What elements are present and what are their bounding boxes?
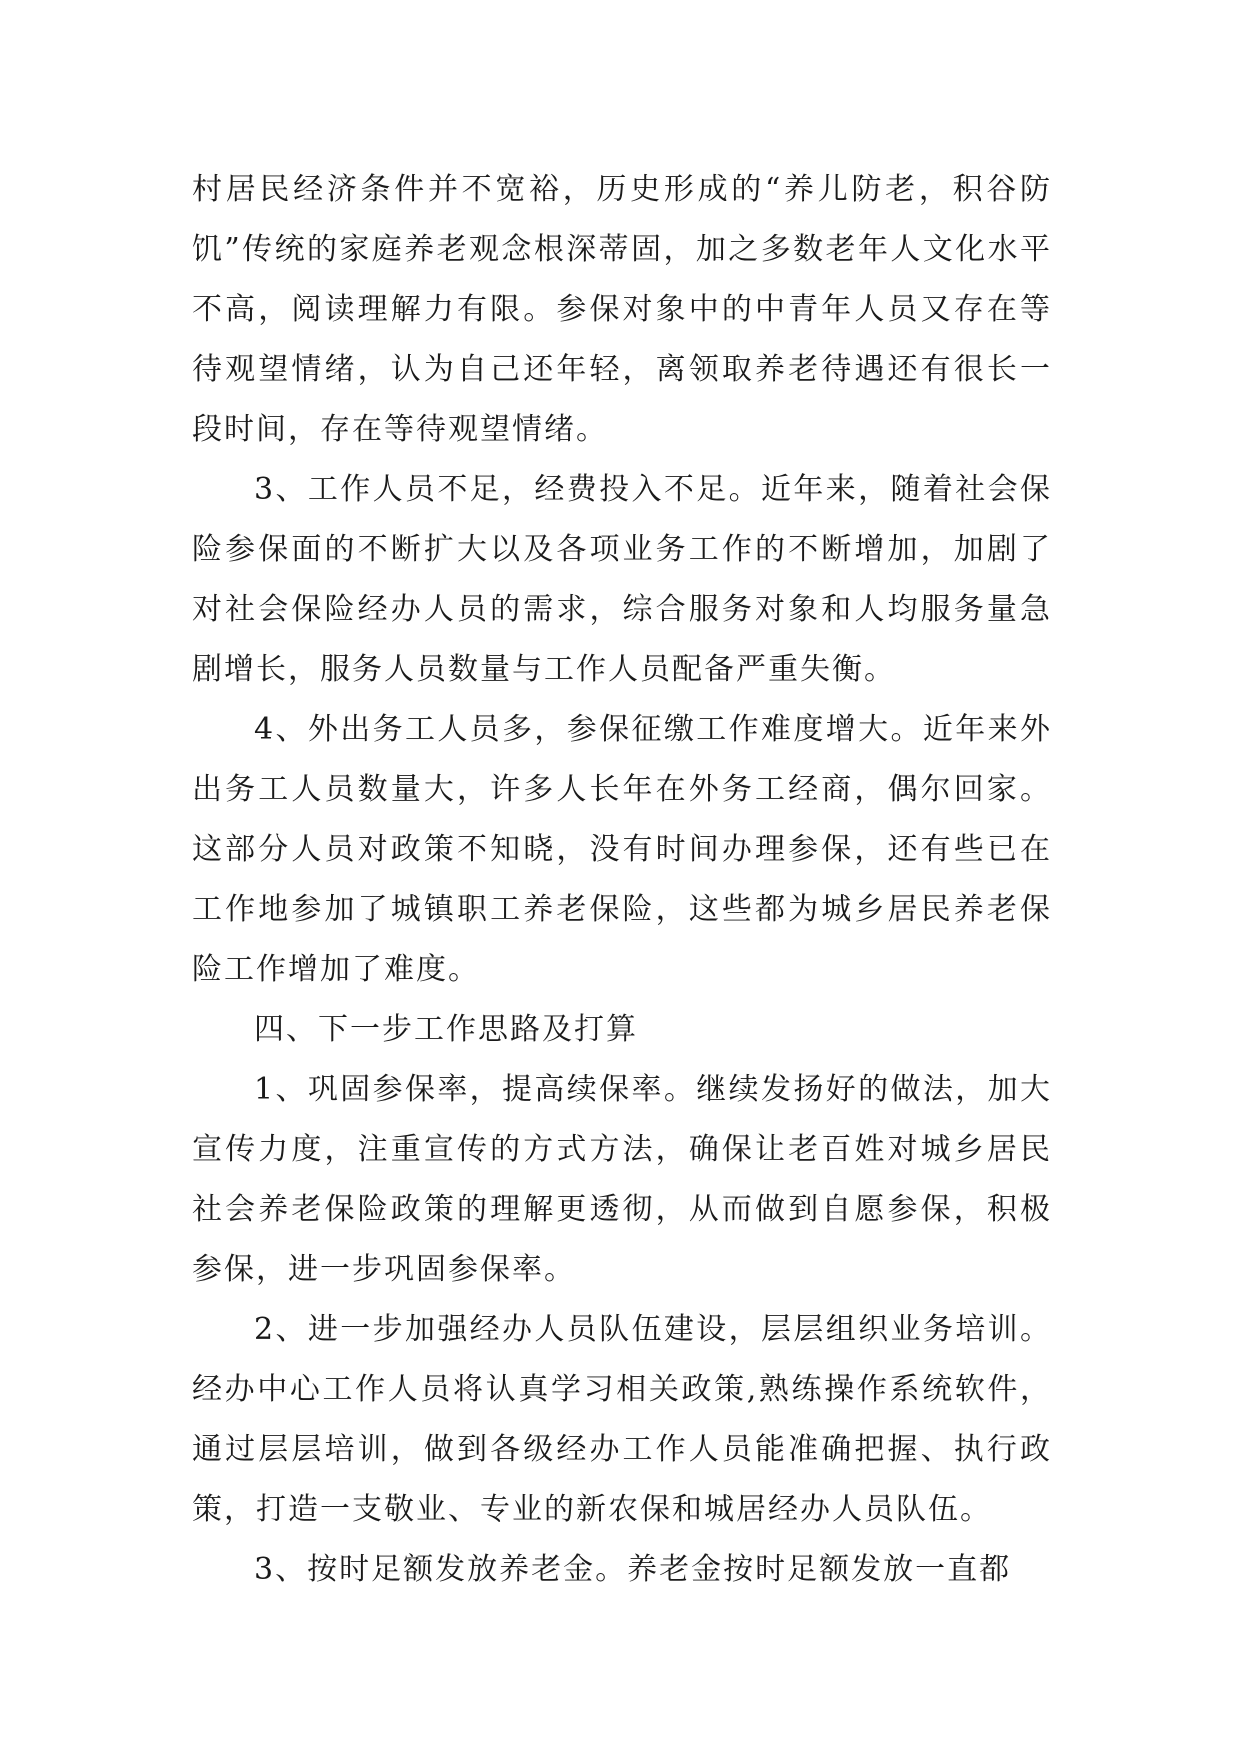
document-body bbox=[192, 160, 1052, 1600]
paragraph-plan-1: 1、巩固参保率，提高续保率。继续发扬好的做法，加大宣传力度，注重宣传的方式方法，确保让老百姓对城乡居民社会养老保险政策的理解更透彻，从而做到自愿参保，积极参保，进一步巩固参保率。 bbox=[192, 1072, 1052, 1287]
paragraph-item-4: 4、外出务工人员多，参保征缴工作难度增大。近年来外出务工人员数量大，许多人长年在外务工经商，偶尔回家。这部分人员对政策不知晓，没有时间办理参保，还有些已在工作地参加了城镇职工养老保险，这些都为城乡居民养老保险工作增加了难度。 bbox=[192, 712, 1052, 987]
section-heading-4: 四、下一步工作思路及打算 bbox=[254, 1012, 638, 1047]
paragraph-plan-3: 3、按时足额发放养老金。养老金按时足额发放一直都 bbox=[254, 1552, 1012, 1587]
paragraph-continuation: 村居民经济条件并不宽裕，历史形成的“养儿防老，积谷防饥”传统的家庭养老观念根深蒂固，加之多数老年人文化水平不高，阅读理解力有限。参保对象中的中青年人员又存在等待观望情绪，认为自己还年轻，离领取养老待遇还有很长一段时间，存在等待观望情绪。 bbox=[192, 172, 1052, 447]
paragraph-item-3: 3、工作人员不足，经费投入不足。近年来，随着社会保险参保面的不断扩大以及各项业务工作的不断增加，加剧了对社会保险经办人员的需求，综合服务对象和人均服务量急剧增长，服务人员数量与工作人员配备严重失衡。 bbox=[192, 472, 1052, 687]
paragraph-plan-2: 2、进一步加强经办人员队伍建设，层层组织业务培训。经办中心工作人员将认真学习相关政策,熟练操作系统软件，通过层层培训，做到各级经办工作人员能准确把握、执行政策，打造一支敬业、专业的新农保和城居经办人员队伍。 bbox=[192, 1312, 1052, 1527]
